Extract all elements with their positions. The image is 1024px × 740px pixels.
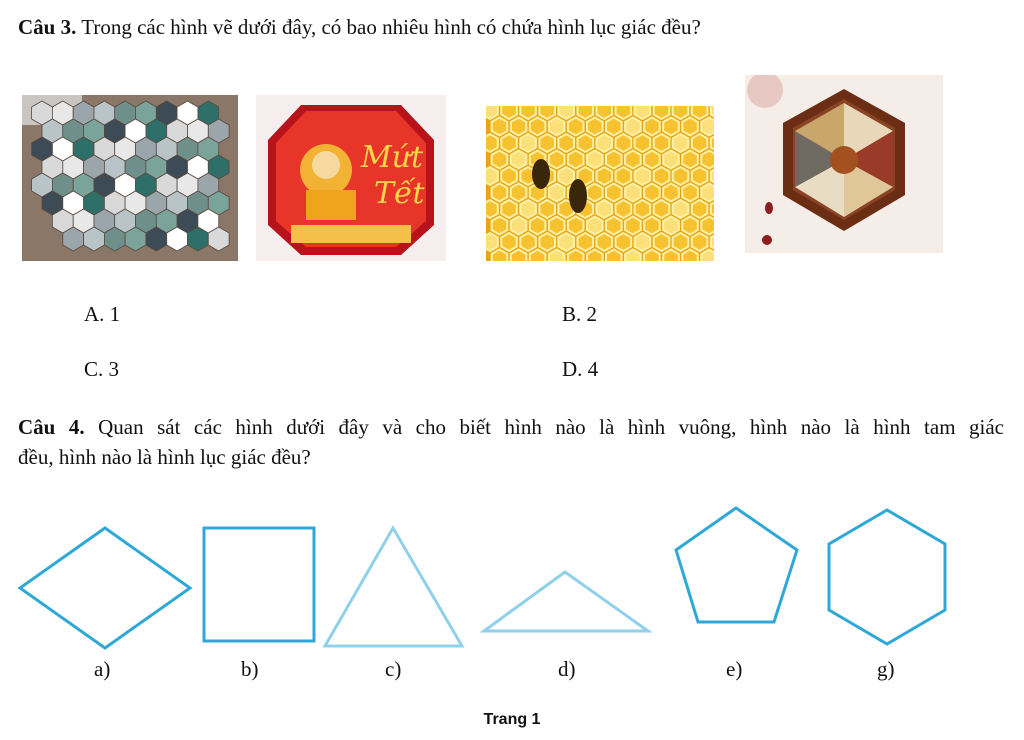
comb-cell (625, 184, 641, 202)
question-4 (18, 412, 1004, 472)
comb-cell (568, 217, 584, 235)
shape-e-pentagon (676, 508, 797, 622)
comb-cell (558, 167, 574, 185)
comb-cell (587, 151, 603, 169)
option-d[interactable]: D. 4 (562, 357, 599, 381)
comb-cell (644, 184, 660, 202)
comb-cell (606, 118, 622, 136)
comb-cell (520, 200, 536, 218)
comb-cell (511, 118, 527, 136)
shape-b-square (204, 528, 314, 641)
comb-cell (701, 118, 714, 136)
comb-cell (492, 151, 508, 169)
shape-a-rhombus (20, 528, 190, 648)
comb-cell (530, 217, 546, 235)
comb-cell (701, 217, 714, 235)
shape-g-hexagon (829, 510, 945, 644)
comb-cell (663, 151, 679, 169)
comb-cell (578, 233, 594, 251)
comb-cell (692, 200, 708, 218)
comb-cell (682, 118, 698, 136)
comb-cell (673, 200, 689, 218)
shape-label-b: b) (241, 657, 259, 681)
comb-cell (486, 167, 498, 185)
comb-cell (616, 233, 632, 251)
shape-c-triangle (325, 528, 462, 646)
comb-cell (682, 184, 698, 202)
comb-cell (692, 233, 708, 251)
comb-cell (644, 118, 660, 136)
comb-cell (644, 151, 660, 169)
comb-cell (501, 134, 517, 152)
question-3-number: Câu 3. (18, 15, 77, 39)
question-4-text-line2: đều, hình nào là hình lục giác đều? (18, 445, 311, 469)
honeycomb-photo (486, 106, 714, 261)
comb-cell (597, 134, 613, 152)
comb-cell (539, 233, 555, 251)
comb-cell (673, 134, 689, 152)
comb-cell (501, 200, 517, 218)
comb-cell (492, 184, 508, 202)
shapes-figure (0, 500, 1024, 660)
comb-cell (587, 184, 603, 202)
comb-cell (539, 200, 555, 218)
comb-cell (587, 217, 603, 235)
comb-cell (654, 134, 670, 152)
shape-label-g: g) (877, 657, 895, 681)
comb-cell (625, 118, 641, 136)
comb-cell (492, 217, 508, 235)
shape-label-e: e) (726, 657, 743, 681)
comb-cell (568, 118, 584, 136)
page-number: Trang 1 (483, 711, 541, 728)
svg-text:Mứt: Mứt (361, 140, 424, 175)
comb-cell (635, 200, 651, 218)
option-c[interactable]: C. 3 (84, 357, 120, 381)
comb-cell (511, 151, 527, 169)
comb-cell (682, 217, 698, 235)
comb-cell (625, 151, 641, 169)
comb-cell (606, 151, 622, 169)
comb-cell (486, 233, 498, 251)
comb-cell (597, 233, 613, 251)
comb-cell (692, 167, 708, 185)
question-4-text-line1: Quan sát các hình dưới đây và cho biết hình nào là hình vuông, hình nào là hình tam giác (98, 415, 1004, 439)
octagon-gift-box-photo (256, 95, 446, 261)
comb-cell (663, 184, 679, 202)
comb-cell (625, 217, 641, 235)
comb-cell (558, 233, 574, 251)
comb-cell (549, 217, 565, 235)
comb-cell (549, 184, 565, 202)
comb-cell (635, 134, 651, 152)
comb-cell (511, 184, 527, 202)
shape-label-a: a) (94, 657, 111, 681)
shape-d-triangle (484, 572, 648, 631)
option-b[interactable]: B. 2 (562, 302, 598, 326)
comb-cell (486, 134, 498, 152)
comb-cell (701, 151, 714, 169)
comb-cell (635, 233, 651, 251)
comb-cell (486, 200, 498, 218)
question-3-text: Trong các hình vẽ dưới đây, có bao nhiêu hình có chứa hình lục giác đều? (81, 15, 701, 39)
comb-cell (606, 184, 622, 202)
comb-cell (606, 217, 622, 235)
comb-cell (701, 184, 714, 202)
comb-cell (644, 217, 660, 235)
comb-cell (549, 151, 565, 169)
comb-cell (682, 151, 698, 169)
comb-cell (549, 118, 565, 136)
comb-cell (654, 200, 670, 218)
comb-cell (654, 233, 670, 251)
question-3 (18, 12, 701, 42)
comb-cell (663, 118, 679, 136)
comb-cell (597, 200, 613, 218)
comb-cell (539, 134, 555, 152)
shape-label-c: c) (385, 657, 402, 681)
comb-cell (492, 118, 508, 136)
comb-cell (654, 167, 670, 185)
comb-cell (530, 118, 546, 136)
comb-cell (616, 134, 632, 152)
comb-cell (673, 167, 689, 185)
comb-cell (558, 134, 574, 152)
comb-cell (578, 134, 594, 152)
comb-cell (568, 151, 584, 169)
comb-cell (663, 217, 679, 235)
comb-cell (692, 134, 708, 152)
comb-cell (501, 167, 517, 185)
comb-cell (511, 217, 527, 235)
question-4-number: Câu 4. (18, 415, 85, 439)
option-a[interactable]: A. 1 (84, 302, 121, 326)
shape-label-d: d) (558, 657, 576, 681)
comb-cell (597, 167, 613, 185)
hexagon-tiles-photo (22, 95, 238, 261)
comb-cell (616, 167, 632, 185)
comb-cell (587, 118, 603, 136)
hexagon-snack-tray-photo (745, 75, 943, 253)
svg-text:Tết: Tết (374, 176, 425, 211)
comb-cell (635, 167, 651, 185)
comb-cell (616, 200, 632, 218)
comb-cell (520, 233, 536, 251)
comb-cell (520, 134, 536, 152)
comb-cell (673, 233, 689, 251)
comb-cell (501, 233, 517, 251)
